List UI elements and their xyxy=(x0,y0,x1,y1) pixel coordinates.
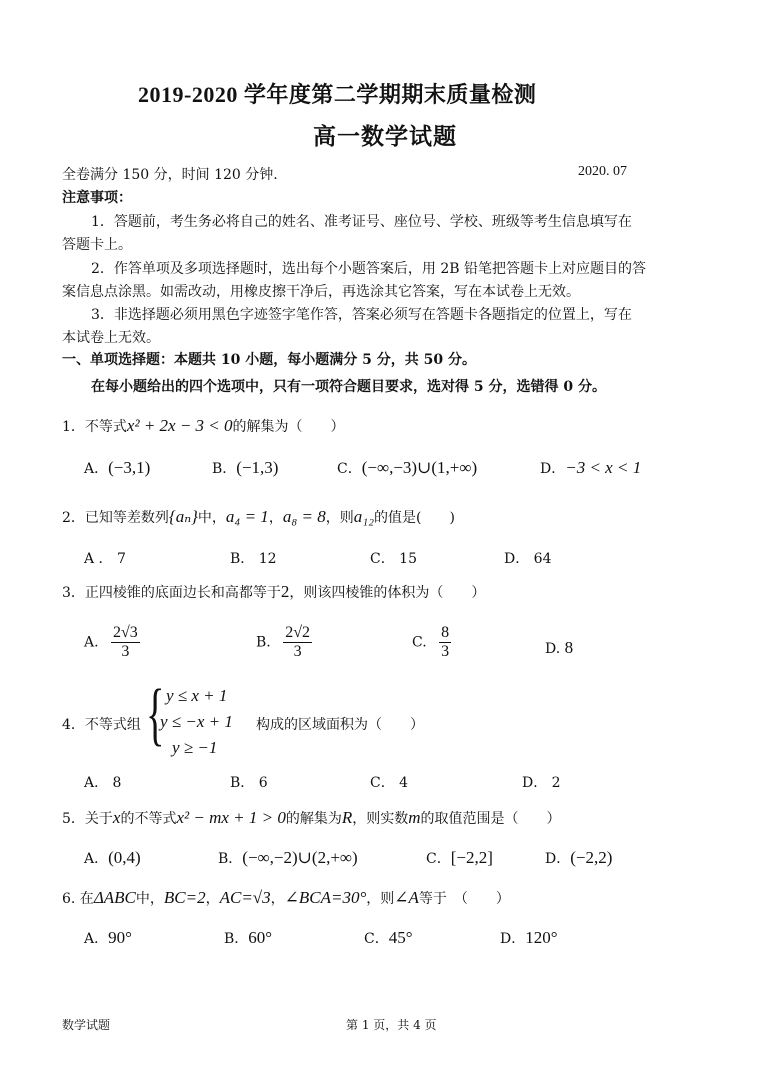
section-heading: 一、单项选择题：本题共 10 小题，每小题满分 5 分，共 50 分。 xyxy=(62,352,476,368)
system-brace: { xyxy=(146,676,165,753)
q2-option-b: B． 12 xyxy=(230,551,277,567)
exam-date: 2020. 07 xyxy=(578,164,627,179)
question-3: 3．正四棱锥的底面边长和高都等于2，则该四棱锥的体积为（ ） xyxy=(62,582,486,601)
q4-option-d: D． 2 xyxy=(522,775,561,791)
note-1-line-2: 答题卡上。 xyxy=(62,237,132,253)
question-1-suffix: 的解集为（ ） xyxy=(232,419,345,435)
q4-option-c: C． 4 xyxy=(370,775,409,791)
q6-option-b: B．60° xyxy=(224,928,273,947)
q3-option-d: D. 8 xyxy=(545,638,574,657)
question-4-prefix: 4．不等式组 xyxy=(62,717,141,733)
question-1-expression: x² + 2x − 3 < 0 xyxy=(126,416,233,435)
q2-option-d: D． 64 xyxy=(504,551,552,567)
note-3-line-1: 3．非选择题必须用黑色字迹签字笔作答，答案必须写在答题卡各题指定的位置上，写在 xyxy=(91,307,632,323)
q5-option-d: D．(−2,2) xyxy=(545,848,613,867)
exam-info: 全卷满分 150 分，时间 120 分钟. xyxy=(62,167,278,183)
exam-subtitle: 高一数学试题 xyxy=(313,124,457,149)
question-4-suffix: 构成的区域面积为（ ） xyxy=(256,717,424,733)
q1-option-c: C．(−∞,−3)∪(1,+∞) xyxy=(337,458,478,477)
question-6: 6. 在ΔABC中，BC=2，AC=√3，∠BCA=30°，则∠A等于 （ ） xyxy=(62,888,510,907)
inequality-3: y ≥ −1 xyxy=(172,738,218,757)
notes-heading: 注意事项： xyxy=(62,190,132,206)
question-5: 5．关于x的不等式x² − mx + 1 > 0的解集为R，则实数m的取值范围是（ ） xyxy=(62,808,561,827)
q1-option-d: D．−3 < x < 1 xyxy=(540,458,642,477)
q6-option-d: D．120° xyxy=(500,928,558,947)
q4-option-a: A． 8 xyxy=(84,775,122,791)
q6-option-a: A．90° xyxy=(84,928,132,947)
q4-option-b: B． 6 xyxy=(230,775,268,791)
exam-title: 2019-2020 学年度第二学期期末质量检测 xyxy=(138,82,537,107)
q2-option-a: A ． 7 xyxy=(84,551,126,567)
q3-option-c: C. $\frac{8}{3}$ xyxy=(412,624,450,660)
q5-option-b: B．(−∞,−2)∪(2,+∞) xyxy=(218,848,358,867)
q3-option-b: B. $\frac{2√2}{3}$ xyxy=(256,624,310,660)
q2-option-c: C． 15 xyxy=(370,551,417,567)
q1-option-a: A．(−3,1) xyxy=(84,458,151,477)
q1-option-b: B．(−1,3) xyxy=(212,458,279,477)
page-number: 第 1 页，共 4 页 xyxy=(346,1018,437,1032)
note-1-line-1: 1．答题前，考生务必将自己的姓名、准考证号、座位号、学校、班级等考生信息填写在 xyxy=(91,214,632,230)
section-instruction: 在每小题给出的四个选项中，只有一项符合题目要求，选对得 5 分，选错得 0 分。 xyxy=(91,379,606,395)
question-1-prefix: 1．不等式 xyxy=(62,419,127,435)
q3-option-a: A. $\frac{2√3}{3}$ xyxy=(84,624,138,660)
q6-option-c: C．45° xyxy=(364,928,413,947)
q5-option-c: C．[−2,2] xyxy=(426,848,493,867)
note-2-line-1: 2．作答单项及多项选择题时，选出每个小题答案后，用 2B 铅笔把答题卡上对应题目的答 xyxy=(91,261,647,277)
inequality-1: y ≤ x + 1 xyxy=(166,686,228,705)
question-2: 2．已知等差数列{aₙ}中，a₄ = 1，a₈ = 8，则a₁₂的值是( ) xyxy=(62,507,455,526)
inequality-2: y ≤ −x + 1 xyxy=(160,712,233,731)
footer-subject: 数学试题 xyxy=(62,1018,111,1032)
note-2-line-2: 案信息点涂黑。如需改动，用橡皮擦干净后，再选涂其它答案，写在本试卷上无效。 xyxy=(62,284,580,300)
note-3-line-2: 本试卷上无效。 xyxy=(62,330,160,346)
question-1 xyxy=(62,416,345,436)
q5-option-a: A．(0,4) xyxy=(84,848,141,867)
sequence-notation: {aₙ} xyxy=(168,507,198,526)
